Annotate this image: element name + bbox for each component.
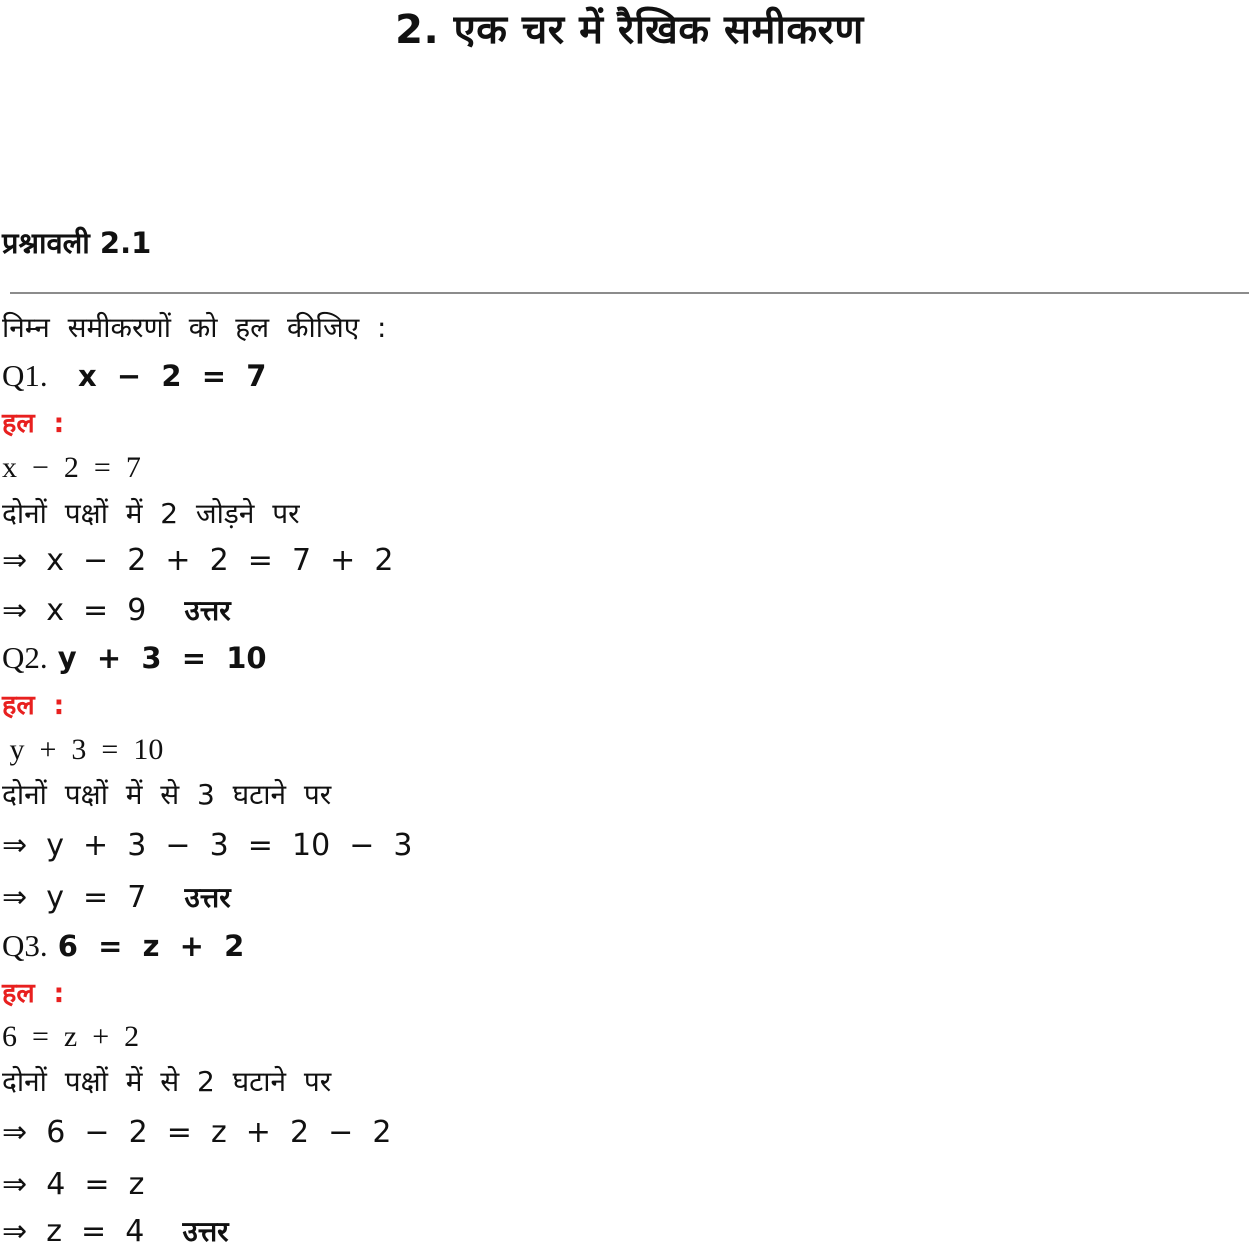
question-2-number: Q2. xyxy=(2,640,48,675)
question-1-equation: x − 2 = 7 xyxy=(77,359,267,393)
q2-step-text: दोनों पक्षों में से 3 घटाने पर xyxy=(2,778,332,811)
q3-result: ⇒ z = 4 xyxy=(2,1214,145,1249)
q3-step-text: दोनों पक्षों में से 2 घटाने पर xyxy=(2,1065,332,1098)
question-3 xyxy=(2,926,244,966)
q1-step-2 xyxy=(2,591,231,631)
answer-label: उत्तर xyxy=(182,1215,229,1248)
answer-label: उत्तर xyxy=(184,881,231,914)
question-1 xyxy=(2,356,266,396)
q3-given: 6 = z + 2 xyxy=(2,1020,140,1053)
q3-step-2: ⇒ 4 = z xyxy=(2,1167,145,1202)
q3-step-1: ⇒ 6 − 2 = z + 2 − 2 xyxy=(2,1115,392,1150)
solution-label-1: हल : xyxy=(2,408,65,439)
chapter-title: 2. एक चर में रैखिक समीकरण xyxy=(395,7,864,53)
q1-step-1: ⇒ x − 2 + 2 = 7 + 2 xyxy=(2,543,394,578)
q2-step-1: ⇒ y + 3 − 3 = 10 − 3 xyxy=(2,828,413,863)
q1-result: ⇒ x = 9 xyxy=(2,593,147,628)
question-3-number: Q3. xyxy=(2,928,48,963)
answer-label: उत्तर xyxy=(184,594,231,627)
section-divider xyxy=(10,292,1249,294)
question-3-equation: 6 = z + 2 xyxy=(57,929,245,963)
q1-step-text: दोनों पक्षों में 2 जोड़ने पर xyxy=(2,497,300,530)
q2-step-2 xyxy=(2,878,231,918)
q3-step-3 xyxy=(2,1212,229,1252)
instruction: निम्न समीकरणों को हल कीजिए : xyxy=(2,311,387,344)
question-1-number: Q1. xyxy=(2,358,48,393)
exercise-heading: प्रश्नावली 2.1 xyxy=(2,226,152,260)
question-2 xyxy=(2,638,267,678)
q2-result: ⇒ y = 7 xyxy=(2,880,147,915)
solution-label-2: हल : xyxy=(2,690,65,721)
q1-given: x − 2 = 7 xyxy=(2,451,141,484)
question-2-equation: y + 3 = 10 xyxy=(57,641,267,675)
q2-given: y + 3 = 10 xyxy=(2,733,164,766)
solution-label-3: हल : xyxy=(2,978,65,1009)
